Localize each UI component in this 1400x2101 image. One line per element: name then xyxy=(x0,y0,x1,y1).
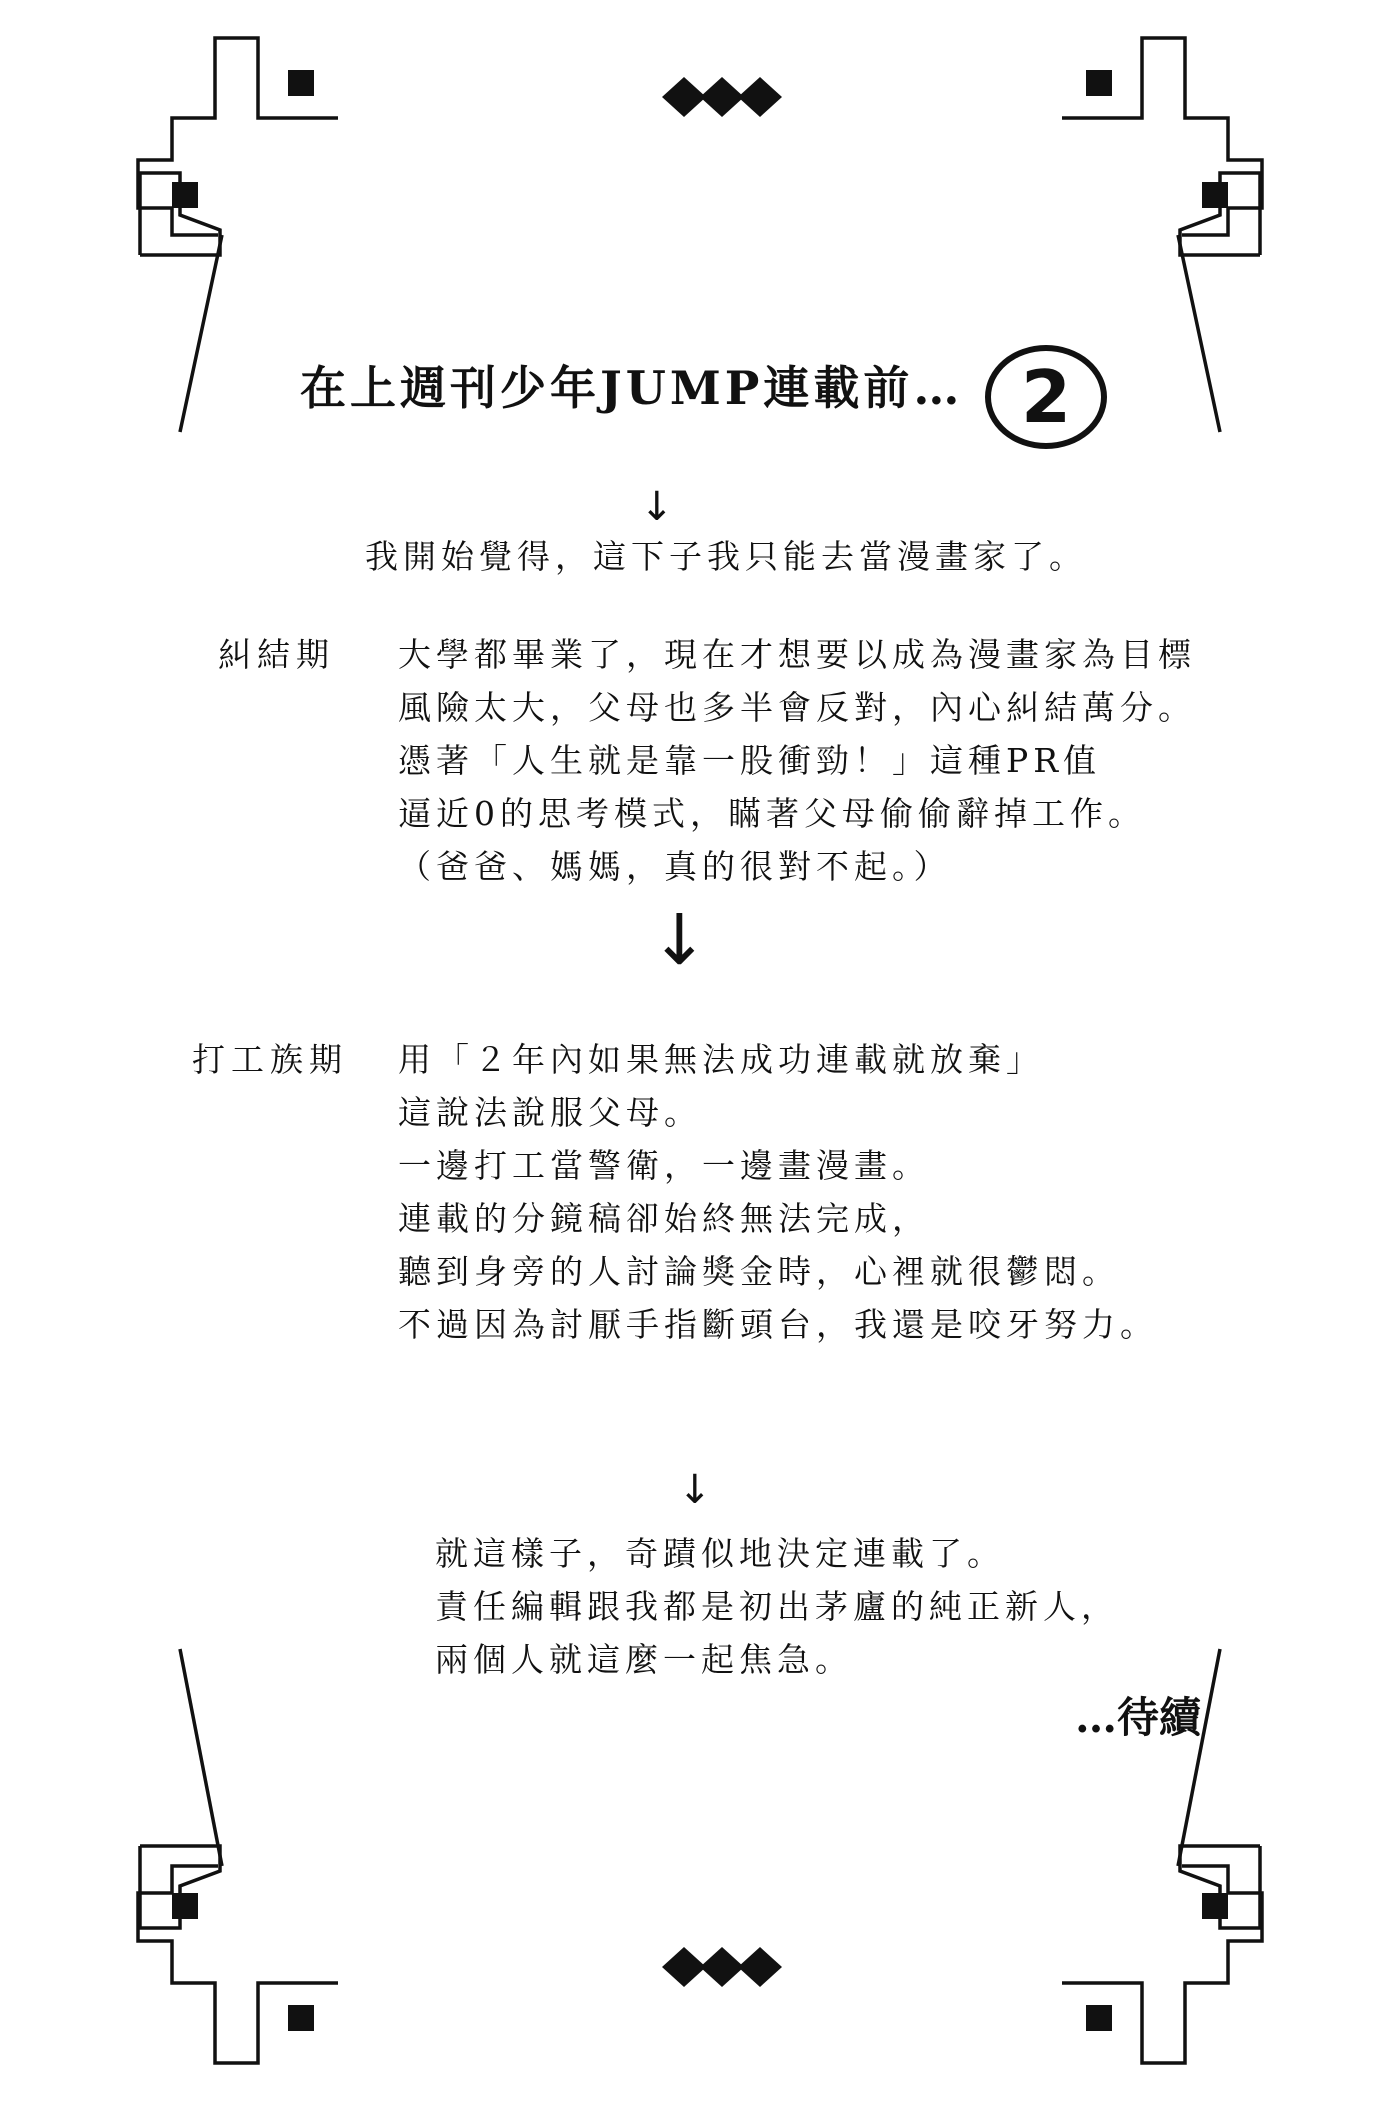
text-line: 就這樣子，奇蹟似地決定連載了。 xyxy=(435,1534,1005,1573)
section-label-struggle: 糾結期 xyxy=(218,635,335,674)
arrow-down-icon: ↓ xyxy=(678,1467,712,1513)
arrow-down-icon: ↓ xyxy=(650,899,709,981)
section-struggle-body xyxy=(398,635,1196,903)
text-line: 不過因為討厭手指斷頭台，我還是咬牙努力。 xyxy=(398,1305,1158,1344)
text-line: 這說法說服父母。 xyxy=(398,1093,702,1132)
intro-text: 我開始覺得，這下子我只能去當漫畫家了。 xyxy=(365,537,1087,576)
section-part-time-body xyxy=(398,1040,1158,1361)
to-be-continued: …待續 xyxy=(1075,1693,1202,1742)
text-line: 憑著「人生就是靠一股衝勁！」這種PR值 xyxy=(398,741,1102,780)
text-line: 兩個人就這麼一起焦急。 xyxy=(435,1640,853,1679)
outro-body xyxy=(435,1534,1119,1696)
page-title: 在上週刊少年JUMP連載前… xyxy=(300,361,964,415)
text-line: 用「２年內如果無法成功連載就放棄」 xyxy=(398,1040,1044,1079)
text-line: 逼近0的思考模式，瞞著父母偷偷辭掉工作。 xyxy=(398,794,1146,833)
text-line: 責任編輯跟我都是初出茅廬的純正新人， xyxy=(435,1587,1119,1626)
text-line: 連載的分鏡稿卻始終無法完成， xyxy=(398,1199,930,1238)
text-line: 風險太大，父母也多半會反對，內心糾結萬分。 xyxy=(398,688,1196,727)
text-line: 一邊打工當警衛，一邊畫漫畫。 xyxy=(398,1146,930,1185)
arrow-down-icon: ↓ xyxy=(640,484,674,530)
text-line: 大學都畢業了，現在才想要以成為漫畫家為目標 xyxy=(398,635,1196,674)
section-label-part-time: 打工族期 xyxy=(192,1040,348,1079)
text-line: 聽到身旁的人討論獎金時，心裡就很鬱悶。 xyxy=(398,1252,1120,1291)
text-line: （爸爸、媽媽，真的很對不起。） xyxy=(398,847,952,886)
title-number-badge: 2 xyxy=(985,345,1107,449)
